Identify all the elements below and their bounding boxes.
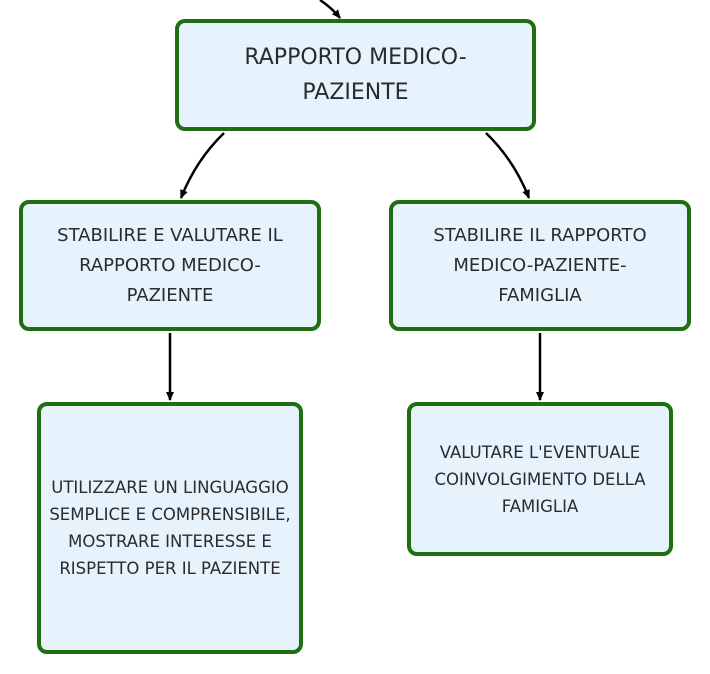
root-node[interactable] xyxy=(175,19,536,131)
connector-root-to-left xyxy=(181,133,224,198)
left-child-node[interactable] xyxy=(37,402,303,654)
connector-root-to-right xyxy=(486,133,529,198)
left-branch-node[interactable] xyxy=(19,200,321,331)
right-branch-node[interactable] xyxy=(389,200,691,331)
left-branch-node-label: STABILIRE E VALUTARE IL RAPPORTO MEDICO-PAZIENTE xyxy=(57,224,283,306)
right-child-node-label: VALUTARE L'EVENTUALE COINVOLGIMENTO DELLA FAMIGLIA xyxy=(434,442,646,516)
right-branch-node-label: STABILIRE IL RAPPORTO MEDICO-PAZIENTE-FAMIGLIA xyxy=(433,224,647,306)
left-child-node-label: UTILIZZARE UN LINGUAGGIO SEMPLICE E COMPRENSIBILE, MOSTRARE INTERESSE E RISPETTO PER IL PAZIENTE xyxy=(49,478,291,578)
incoming-connector xyxy=(320,0,340,18)
right-child-node[interactable] xyxy=(407,402,673,556)
root-node-label: RAPPORTO MEDICO-PAZIENTE xyxy=(244,45,467,105)
